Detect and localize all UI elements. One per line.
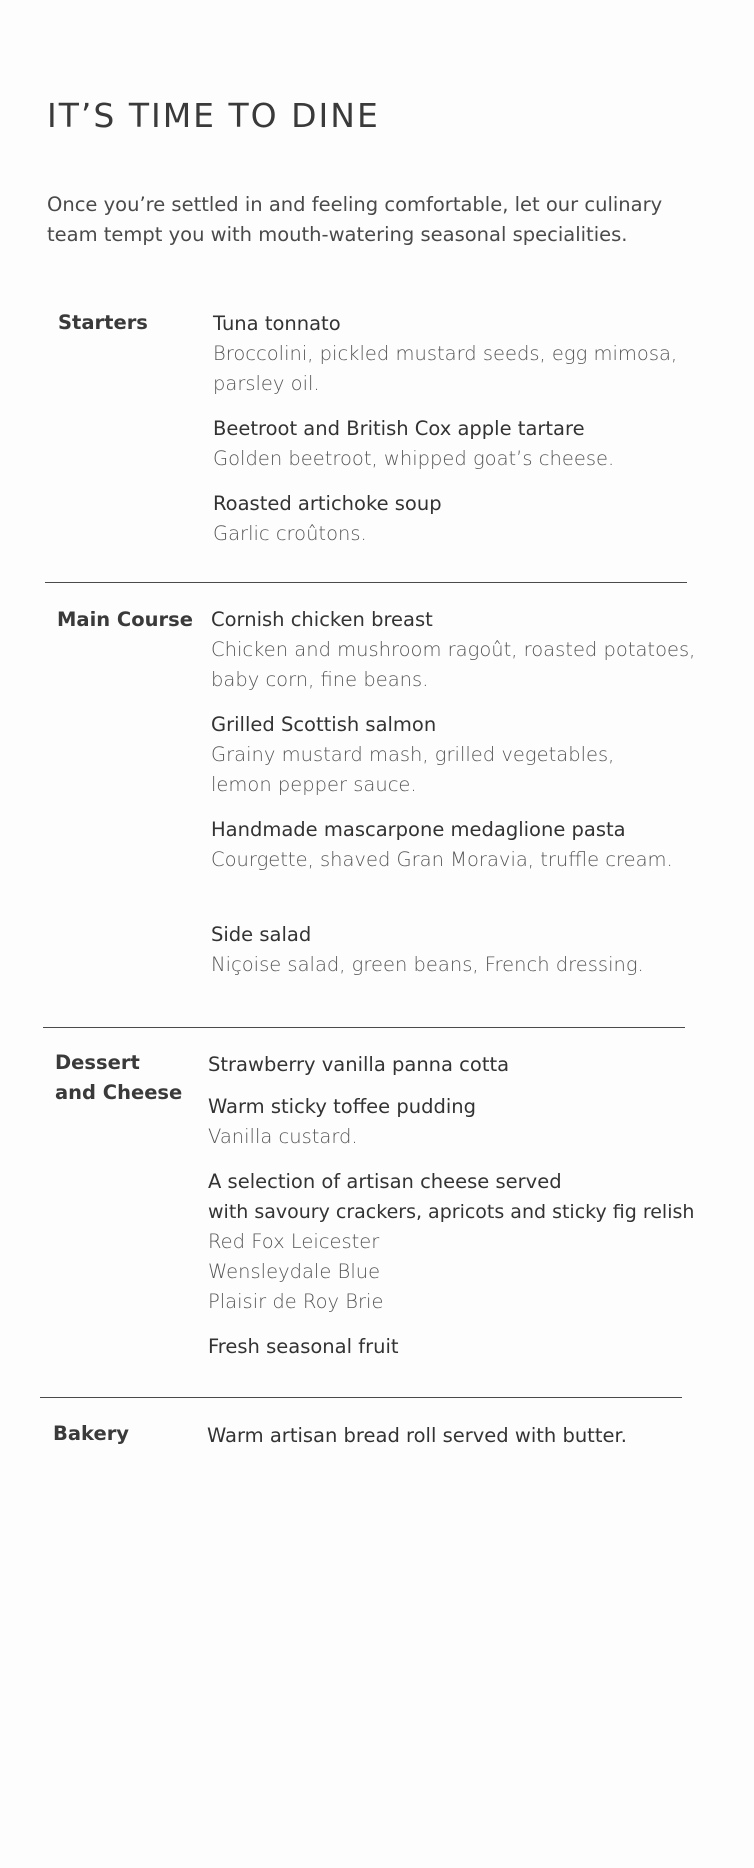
section-label-main-course: Main Course <box>57 608 193 631</box>
item-desc: parsley oil. <box>213 372 320 395</box>
starters-items <box>213 309 733 564</box>
item-name: Warm artisan bread roll served with butter. <box>207 1424 627 1447</box>
item-name: with savoury crackers, apricots and sticky fig relish <box>208 1201 695 1223</box>
item-desc: Plaisir de Roy Brie <box>208 1290 384 1313</box>
item-name: Fresh seasonal fruit <box>208 1335 399 1358</box>
menu-item <box>211 710 731 800</box>
menu-item <box>213 309 733 399</box>
item-desc: lemon pepper sauce. <box>211 773 417 796</box>
section-label-line: and Cheese <box>55 1081 183 1104</box>
intro-text: Once you’re settled in and feeling comfortable, let our culinary team tempt you with mouth-watering seasonal specialities. <box>47 193 663 246</box>
section-label-bakery: Bakery <box>53 1422 130 1445</box>
menu-item <box>213 414 733 474</box>
item-name: A selection of artisan cheese served <box>208 1170 562 1193</box>
item-desc: Chicken and mushroom ragoût, roasted potatoes, <box>211 638 696 661</box>
item-name: Strawberry vanilla panna cotta <box>208 1053 510 1076</box>
menu-item <box>208 1050 748 1080</box>
item-name: Tuna tonnato <box>213 312 341 335</box>
item-name: Beetroot and British Cox apple tartare <box>213 417 585 440</box>
bakery-items <box>207 1421 727 1466</box>
section-label-dessert <box>55 1048 195 1108</box>
menu-item <box>208 1332 748 1362</box>
item-name: Grilled Scottish salmon <box>211 713 437 736</box>
item-desc: Courgette, shaved Gran Moravia, truffle cream. <box>211 848 673 871</box>
menu-item <box>211 920 731 980</box>
item-desc: Red Fox Leicester <box>208 1230 380 1253</box>
item-name: Cornish chicken breast <box>211 608 433 631</box>
item-name: Side salad <box>211 923 312 946</box>
page-title: IT’S TIME TO DINE <box>47 96 380 135</box>
item-desc: Wensleydale Blue <box>208 1260 381 1283</box>
item-desc: Golden beetroot, whipped goat’s cheese. <box>213 447 615 470</box>
item-desc: Grainy mustard mash, grilled vegetables, <box>211 743 615 766</box>
section-divider <box>45 582 687 583</box>
section-label-starters: Starters <box>58 311 148 334</box>
menu-item <box>211 605 731 695</box>
dessert-items <box>208 1050 748 1377</box>
item-desc: Garlic croûtons. <box>213 522 367 545</box>
item-name: Warm sticky toffee pudding <box>208 1095 476 1118</box>
menu-item <box>207 1421 727 1451</box>
section-divider <box>43 1027 685 1028</box>
menu-item <box>213 489 733 549</box>
menu-item <box>208 1092 748 1152</box>
menu-item <box>211 815 731 875</box>
item-desc: baby corn, fine beans. <box>211 668 429 691</box>
item-desc: Niçoise salad, green beans, French dressing. <box>211 953 644 976</box>
main-course-items <box>211 605 731 995</box>
item-desc: Broccolini, pickled mustard seeds, egg mimosa, <box>213 342 678 365</box>
item-desc: Vanilla custard. <box>208 1125 358 1148</box>
menu-item <box>208 1167 748 1317</box>
item-name: Roasted artichoke soup <box>213 492 442 515</box>
section-divider <box>40 1397 682 1398</box>
item-name: Handmade mascarpone medaglione pasta <box>211 818 626 841</box>
section-label-line: Dessert <box>55 1051 140 1074</box>
